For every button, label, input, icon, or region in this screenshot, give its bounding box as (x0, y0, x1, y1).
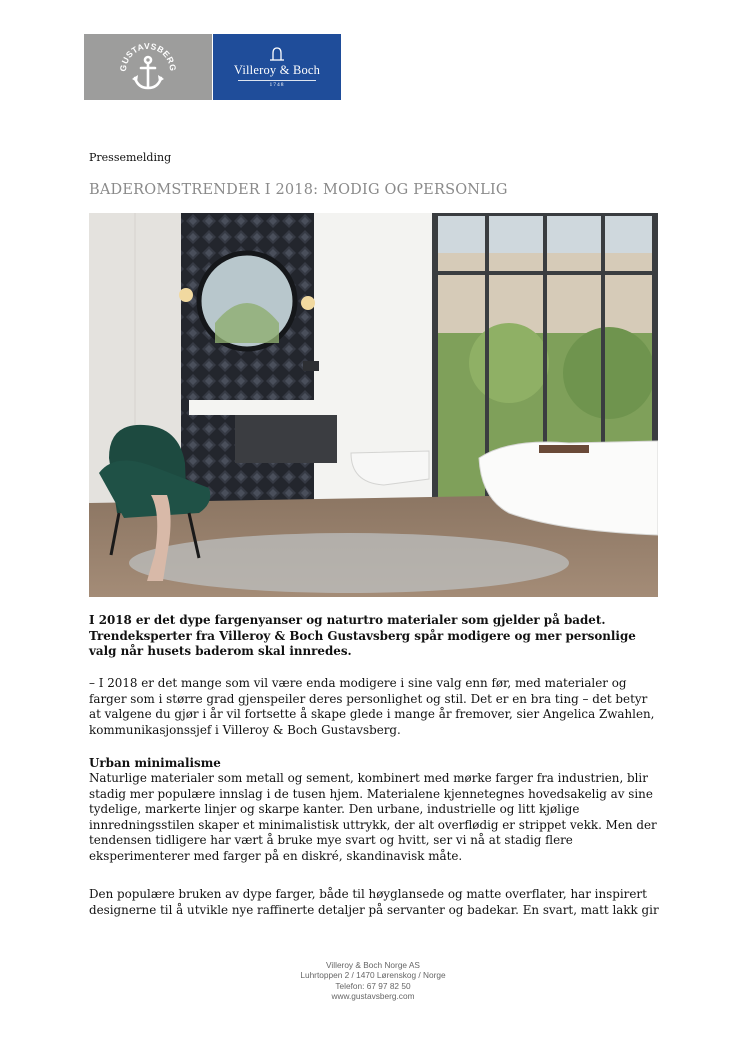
lead-paragraph: I 2018 er det dype fargenyanser og naturtro materialer som gjelder på badet. Trendeksperter fra Villeroy & Boch Gustavsberg spår modigere og mer personlige valg når husets baderom skal innredes. (89, 613, 636, 659)
villeroy-boch-year: 1748 (269, 81, 285, 88)
bathroom-photo (89, 213, 658, 597)
footer-address: Luhrtoppen 2 / 1470 Lørenskog / Norge (300, 970, 446, 981)
quote-paragraph: – I 2018 er det mange som vil være enda modigere i sine valg enn før, med materialer og farger som i større grad gjenspeiler deres personlighet og stil. Det er en bra ting – det betyr at valgene du gjør i år vil fortsette å skape glede i mange år fremover, sier Angelica Zwahlen, kommunikasjonssjef i Villeroy & Boch Gustavsberg. (89, 676, 655, 737)
fountain-icon (269, 47, 285, 61)
document-label: Pressemelding (89, 151, 172, 164)
logo-divider (238, 80, 316, 81)
body-paragraph-1: Naturlige materialer som metall og sement, kombinert med mørke farger fra industrien, blir stadig mer populære innslag i de tusen hjem. Materialene kjennetegnes hovedsakelig av sine tydelige, markerte linjer og skarpe kanter. Den urbane, industrielle og litt kjølige innredningsstilen skaper et minimalistisk uttrykk, der alt overflødig er strippet vekk. Men der tendensen tidligere har vært å bruke mye svart og hvitt, ser vi nå at stadig flere eksperimenterer med farger på en diskré, skandinavisk måte. (89, 771, 657, 863)
section-heading: Urban minimalisme (89, 756, 221, 770)
svg-text:GUSTAVSBERG: GUSTAVSBERG (118, 40, 178, 72)
bathroom-illustration (89, 213, 658, 597)
footer-phone: Telefon: 67 97 82 50 (335, 980, 411, 991)
body-paragraph-2: Den populære bruken av dype farger, både til høyglansede og matte overflater, har inspirert designerne til å utvikle nye raffinerte detaljer på servanter og badekar. En svart, matt lakk gir (89, 887, 659, 917)
header-logos (84, 34, 341, 100)
footer (0, 960, 746, 1001)
document-title: BADEROMSTRENDER I 2018: MODIG OG PERSONLIG (89, 182, 508, 198)
villeroy-boch-logo (213, 34, 341, 100)
footer-company: Villeroy & Boch Norge AS (326, 960, 420, 970)
villeroy-boch-name: Villeroy & Boch (233, 62, 321, 77)
anchor-icon (118, 37, 178, 97)
gustavsberg-logo (84, 34, 212, 100)
footer-website[interactable]: www.gustavsberg.com (331, 990, 415, 1001)
